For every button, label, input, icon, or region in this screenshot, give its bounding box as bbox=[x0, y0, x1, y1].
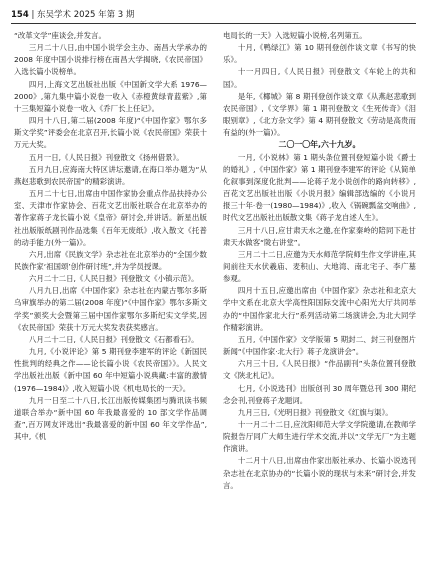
chronology-entry: 五月,《中国作家》文学版第 5 期封二、封三刊登图片新闻“《中国作家·北大行》蒋子龙演讲会”。 bbox=[223, 334, 416, 357]
chronology-entry: 三月十八日,应甘肃天水之邀,在作家秦岭的陪同下赴甘肃天水做客“陇右讲堂”。 bbox=[223, 225, 416, 247]
page-number: 154 bbox=[11, 10, 29, 20]
running-header bbox=[11, 9, 134, 21]
header-rule bbox=[11, 23, 416, 24]
left-column bbox=[14, 30, 207, 443]
chronology-entry: 四月十八日,第二届(2008 年度)“《中国作家》鄂尔多斯文学奖”评委会在北京召开,长篇小说《农民帝国》荣获十万元大奖。 bbox=[14, 116, 207, 150]
chronology-entry: 八月九日,出席《中国作家》杂志社在内蒙古鄂尔多斯乌审旗举办的第二届(2008 年度)“《中国作家》鄂尔多斯文学奖”颁奖大会暨第三届中国作家鄂尔多斯纪实文学奖,因《农民帝国》荣获十万元大奖发表获奖感言。 bbox=[14, 286, 207, 332]
chronology-entry: 十一月四日,《人民日报》刊登散文《车轮上的共和国》。 bbox=[223, 67, 416, 89]
chronology-entry: 四月十五日,应邀出席由《中国作家》杂志社和北京大学中文系在北京大学高性阳国际交流中心阳光大厅共同举办的“中国作家北大行”系列活动第二场演讲会,为北大同学作精彩演讲。 bbox=[223, 286, 416, 332]
chronology-entry: 一月,《小说林》第 1 期头条位置刊登短篇小说《爵士的婚礼》,《中国作家》第 1 期刊登李建军的评论《从简单化叙事到深度化批判——论蒋子龙小说创作的路向转移》,百花文艺出版社出版《小说月报》编辑部选编的《小说月报三十年·卷一(1980—1984)》,收入《锅碗瓢盆交响曲》,时代文艺出版社出版散文集《蒋子龙自述人生》。 bbox=[223, 152, 416, 223]
chronology-entry: 三月二十二日,应邀为天水师范学院师生作文学讲座,其间前往天水伏羲庙、麦积山、大地湾、南北宅子、李广墓参观。 bbox=[223, 249, 416, 284]
year-heading: 二〇一〇年,六十九岁。 bbox=[278, 140, 361, 150]
chronology-entry: “改革文学”座谈会,并发言。 bbox=[14, 31, 106, 40]
chronology-entry: 九月,《小说评论》第 5 期刊登李建军的评论《新国民性批判的经典之作——论长篇小说《农民帝国》》。人民文学出版社出版《新中国 60 年中短篇小说典藏:丰富的激情(1976—1984)》,收入短篇小说《机电局长的一天》。 bbox=[14, 347, 207, 393]
chronology-entry: 五月一日,《人民日报》刊登散文《扬州借景》。 bbox=[28, 152, 184, 162]
issue-label: 2025 年第 3 期 bbox=[73, 10, 135, 20]
right-column bbox=[223, 30, 416, 492]
chronology-entry: 是年,《椰城》第 8 期刊登创作谈文章《从燕赵悲歌到农民帝国》,《文学界》第 1 期刊登散文《生死传奇》《泪眼别章》,《北方杂文学》第 4 期刊登散文《劳动是高贵而有益的(外一篇)》。 bbox=[223, 91, 416, 138]
chronology-entry: 六月二十二日,《人民日报》刊登散文《小镇示范》。 bbox=[28, 274, 199, 284]
journal-name: 东吴学术 bbox=[37, 10, 72, 20]
chronology-entry: 五月九日,应海南大特区讲坛邀请,在海口举办题为“从燕赵悲歌到农民帝国”的精彩演讲。 bbox=[14, 164, 207, 186]
chronology-entry: 十月,《鸭绿江》第 10 期刊登创作谈文章《书写的快乐》。 bbox=[223, 43, 416, 65]
chronology-entry: 五月二十七日,出席由中国作家协会重点作品扶持办公室、天津市作家协会、百花文艺出版社联合在北京举办的著作家蒋子龙长篇小说《皇帝》研讨会,并讲话。新星出版社出版版纸剧刊作品选集《百年无废纸》,收入散文《托普的动手能力(外一篇)》。 bbox=[14, 189, 207, 247]
chronology-entry: 四月,上海文艺出版社出版《中国新文学大系 1976—2000》,第九集中篇小说卷一收入《赤橙黄绿青蓝紫》,第十三集短篇小说卷一收入《乔厂长上任记》。 bbox=[14, 79, 207, 113]
chronology-entry: 六月三十日,《人民日报》“作品副刊”头条位置刊登散文《陕北札记》。 bbox=[223, 359, 416, 381]
chronology-entry: 六月,出席《民族文学》杂志社在北京举办的“全国少数民族作家‘祖国颂’创作研讨班”,并为学员授课。 bbox=[14, 249, 207, 271]
chronology-entry: 十一月二十二日,应沈阳师范大学文学院邀请,在教师学院报告厅同广大师生进行学术交流,并以“文学无厂”为主题作演讲。 bbox=[223, 420, 416, 454]
chronology-entry: 九月一日至二十八日,长江出版传媒集团与腾讯读书频道联合举办“新中国 60 年我最喜爱的 10 部文学作品调查”,百万网友评选出“我最喜爱的新中国 60 年文学作品”,其中,《机 bbox=[14, 395, 207, 442]
chronology-entry: 十二月十八日,出席由作家出版社承办、长篇小说选刊杂志社在北京协办的“长篇小说的现状与未来”研讨会,并发言。 bbox=[223, 456, 416, 490]
chronology-entry: 九月三日,《光明日报》刊登散文《红旗与渠》。 bbox=[237, 407, 393, 417]
chronology-entry: 三月二十八日,由中国小说学会主办、南昌大学承办的 2008 年度中国小说排行榜在南昌大学揭晓,《农民帝国》入选长篇小说榜单。 bbox=[14, 43, 207, 77]
chronology-entry: 八月二十二日,《人民日报》刊登散文《石都看石》。 bbox=[28, 334, 199, 344]
header-separator: | bbox=[28, 10, 38, 20]
chronology-entry: 电局长的一天》入选短篇小说榜,名列第五。 bbox=[223, 31, 367, 40]
chronology-entry: 七月,《小说选刊》出版创刊 30 周年暨总刊 300 期纪念会刊,刊登蒋子龙题词。 bbox=[223, 383, 416, 405]
